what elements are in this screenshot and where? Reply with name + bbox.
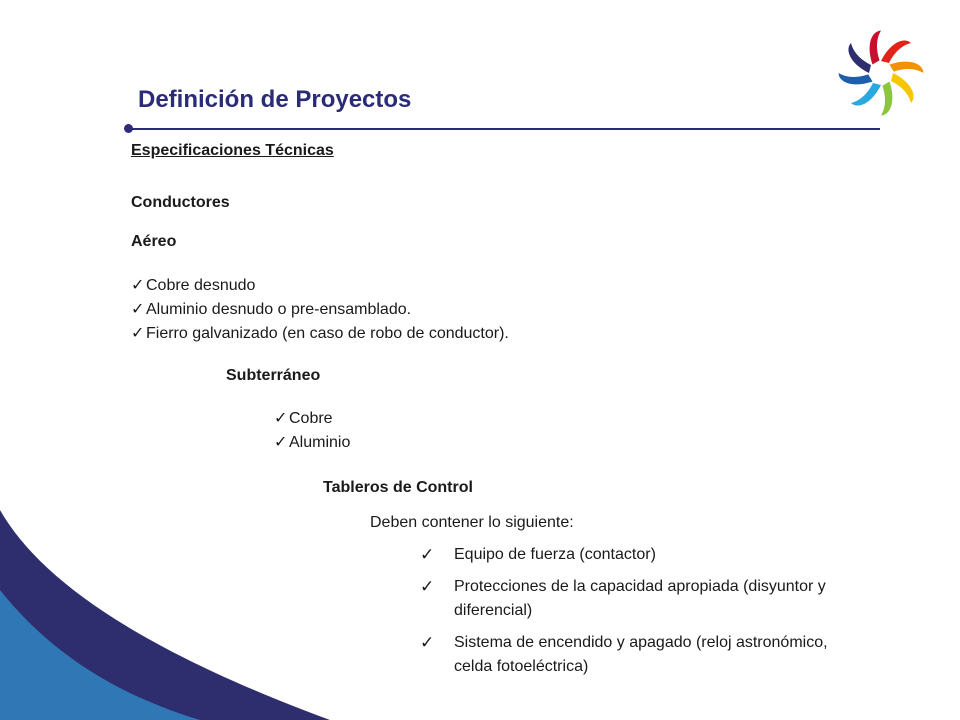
aerial-heading: Aéreo xyxy=(131,233,177,250)
list-item xyxy=(420,631,850,679)
list-item-text: Protecciones de la capacidad apropiada (disyuntor y diferencial) xyxy=(454,578,826,619)
section-heading: Especificaciones Técnicas xyxy=(131,142,334,159)
list-item-text: Cobre desnudo xyxy=(146,277,256,294)
check-icon: ✓ xyxy=(420,545,435,564)
list-item xyxy=(420,543,850,567)
check-icon: ✓ xyxy=(131,325,145,342)
check-icon: ✓ xyxy=(131,277,145,294)
list-item-text: Aluminio desnudo o pre-ensamblado. xyxy=(146,301,412,318)
list-item xyxy=(131,274,509,298)
list-item xyxy=(131,322,509,346)
pinwheel-logo-icon xyxy=(838,30,924,116)
list-item-text: Fierro galvanizado (en caso de robo de conductor). xyxy=(146,325,509,342)
list-item xyxy=(131,298,509,322)
control-panels-intro: Deben contener lo siguiente: xyxy=(370,514,574,531)
list-item xyxy=(274,407,350,431)
underground-list xyxy=(274,407,350,455)
list-item-text: Cobre xyxy=(289,410,333,427)
list-item-text: Aluminio xyxy=(289,434,351,451)
aerial-list xyxy=(131,274,509,346)
control-panels-list xyxy=(420,543,850,687)
list-item xyxy=(274,431,350,455)
title-rule xyxy=(128,128,880,130)
list-item xyxy=(420,575,850,623)
check-icon: ✓ xyxy=(274,434,288,451)
list-item-text: Sistema de encendido y apagado (reloj astronómico, celda fotoeléctrica) xyxy=(454,634,828,675)
conductors-heading: Conductores xyxy=(131,194,230,211)
check-icon: ✓ xyxy=(420,633,435,652)
list-item-text: Equipo de fuerza (contactor) xyxy=(454,546,656,563)
page-title: Definición de Proyectos xyxy=(138,86,412,113)
check-icon: ✓ xyxy=(131,301,145,318)
control-panels-heading: Tableros de Control xyxy=(323,479,473,496)
check-icon: ✓ xyxy=(420,577,435,596)
check-icon: ✓ xyxy=(274,410,288,427)
underground-heading: Subterráneo xyxy=(226,367,321,384)
